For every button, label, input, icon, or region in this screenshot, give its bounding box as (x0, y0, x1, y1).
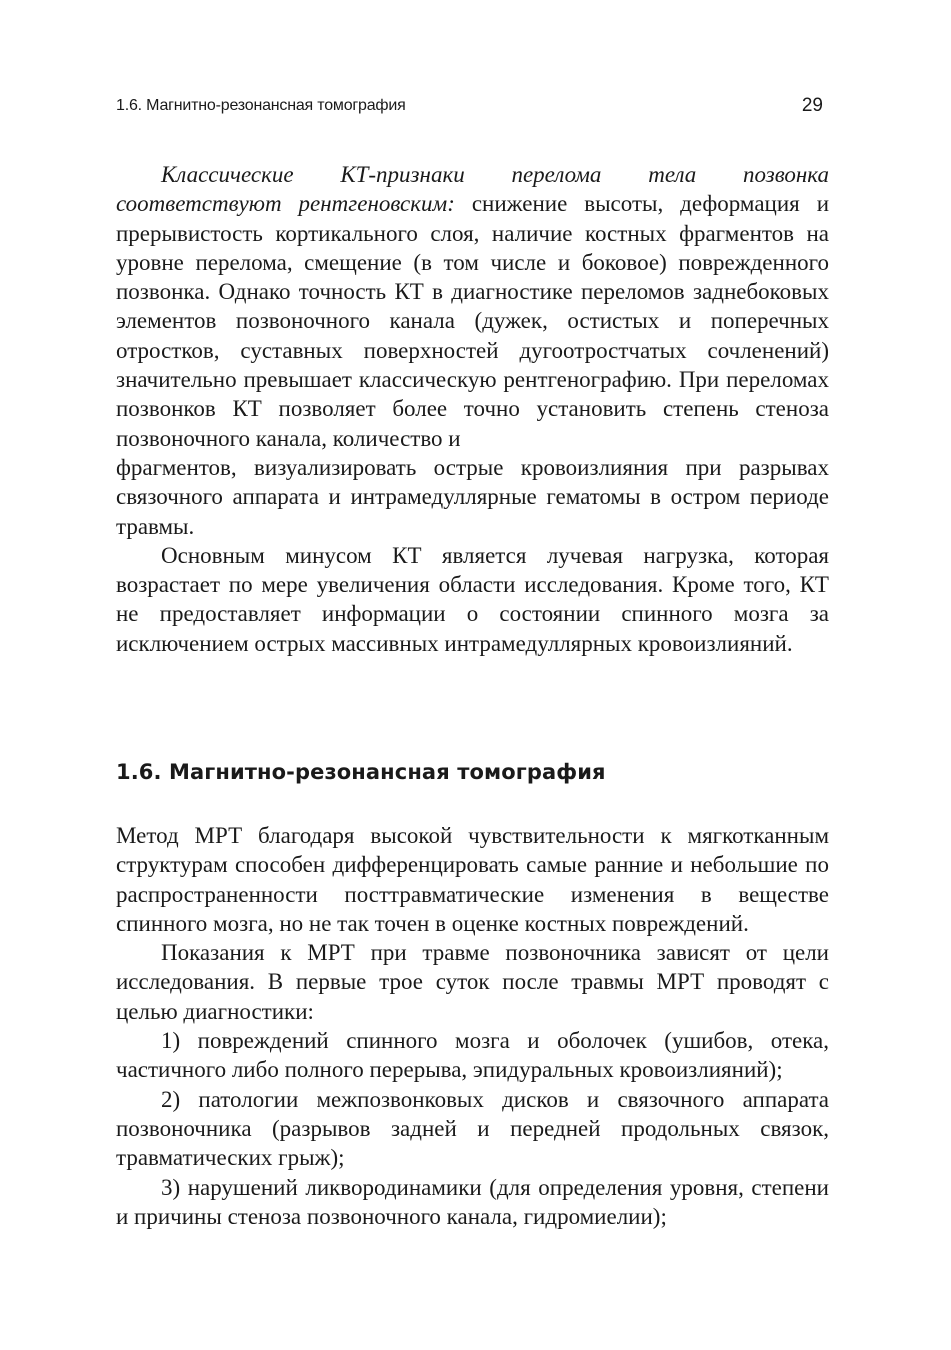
ct-paragraph-2: Основным минусом КТ является лучевая нагрузка, которая возрастает по мере увеличения области исследования. Кроме того, КТ не предоставляет информации о состоянии спинного мозга за исключением острых массивных интрамедуллярных кровоизлияний. (116, 542, 829, 656)
ct-section-text (116, 160, 829, 658)
running-head (116, 95, 829, 119)
mri-paragraph-1: Метод МРТ благодаря высокой чувствительности к мягкотканным структурам способен дифференцировать самые ранние и небольшие по распространенности посттравматические изменения в веществе спинного мозга, но не так точен в оценке костных повреждений. (116, 823, 829, 936)
running-title: 1.6. Магнитно-резонансная томография (116, 97, 406, 114)
mri-list-item-3: 3) нарушений ликвородинамики (для определения уровня, степени и причины стеноза позвоночного канала, гидромиелии); (116, 1174, 829, 1229)
ct-paragraph-1-text: снижение высоты, деформация и прерывистость кортикального слоя, наличие костных фрагментов на уровне перелома, смещение (в том числе и боковое) поврежденного позвонка. Однако точность КТ в диагностике переломов заднебоковых элементов позвоночного канала (дужек, остистых и поперечных отростков, суставных поверхностей дугоотростчатых сочленений) значительно превышает классическую рентгенографию. При переломах позвонков КТ позволяет более точно установить степень стеноза позвоночного канала, количество и (116, 191, 829, 451)
mri-paragraph-2: Показания к МРТ при травме позвоночника зависят от цели исследования. В первые трое суток после травмы МРТ проводят с целью диагностики: (116, 940, 829, 1024)
ct-paragraph-1-continuation: фрагментов, визуализировать острые кровоизлияния при разрывах связочного аппарата и интрамедуллярные гематомы в остром периоде травмы. (116, 454, 829, 539)
mri-list-item-2: 2) патологии межпозвонковых дисков и связочного аппарата позвоночника (разрывов задней и передней продольных связок, травматических грыж); (116, 1086, 829, 1171)
mri-list-item-1: 1) повреждений спинного мозга и оболочек (ушибов, отека, частичного либо полного перерыва, эпидуральных кровоизлияний); (116, 1028, 829, 1083)
ct-paragraph-1 (116, 160, 829, 453)
ct-emphasis-text: Классические КТ-признаки перелома тела позвонка соответствуют рентгеновским: (116, 162, 829, 217)
section-heading: 1.6. Магнитно-резонансная томография (116, 760, 606, 784)
page-number: 29 (801, 95, 823, 116)
mri-section-text (116, 821, 829, 1231)
